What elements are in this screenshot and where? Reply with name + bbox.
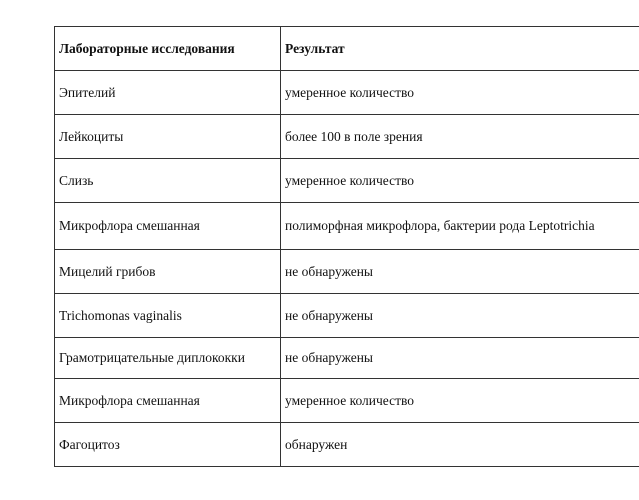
header-result: Результат [281,27,639,71]
lab-results-table [54,26,639,467]
table-row [55,71,639,115]
test-result: не обнаружены [281,250,639,294]
test-name: Слизь [55,159,281,203]
test-result: не обнаружены [281,338,639,379]
test-name: Микрофлора смешанная [55,203,281,250]
table-row [55,203,639,250]
test-name: Эпителий [55,71,281,115]
table-row [55,379,639,423]
test-result: более 100 в поле зрения [281,115,639,159]
test-result: не обнаружены [281,294,639,338]
table-row [55,159,639,203]
table-row [55,423,639,467]
test-name: Грамотрицательные диплококки [55,338,281,379]
test-result: умеренное количество [281,379,639,423]
table-header-row [55,27,639,71]
test-result: полиморфная микрофлора, бактерии рода Leptotrichia [281,203,639,250]
test-result: обнаружен [281,423,639,467]
table-row [55,294,639,338]
table-row [55,338,639,379]
test-name: Фагоцитоз [55,423,281,467]
table-row [55,250,639,294]
test-name: Лейкоциты [55,115,281,159]
table-row [55,115,639,159]
test-result: умеренное количество [281,159,639,203]
test-name: Trichomonas vaginalis [55,294,281,338]
header-tests: Лабораторные исследования [55,27,281,71]
test-result: умеренное количество [281,71,639,115]
test-name: Мицелий грибов [55,250,281,294]
test-name: Микрофлора смешанная [55,379,281,423]
